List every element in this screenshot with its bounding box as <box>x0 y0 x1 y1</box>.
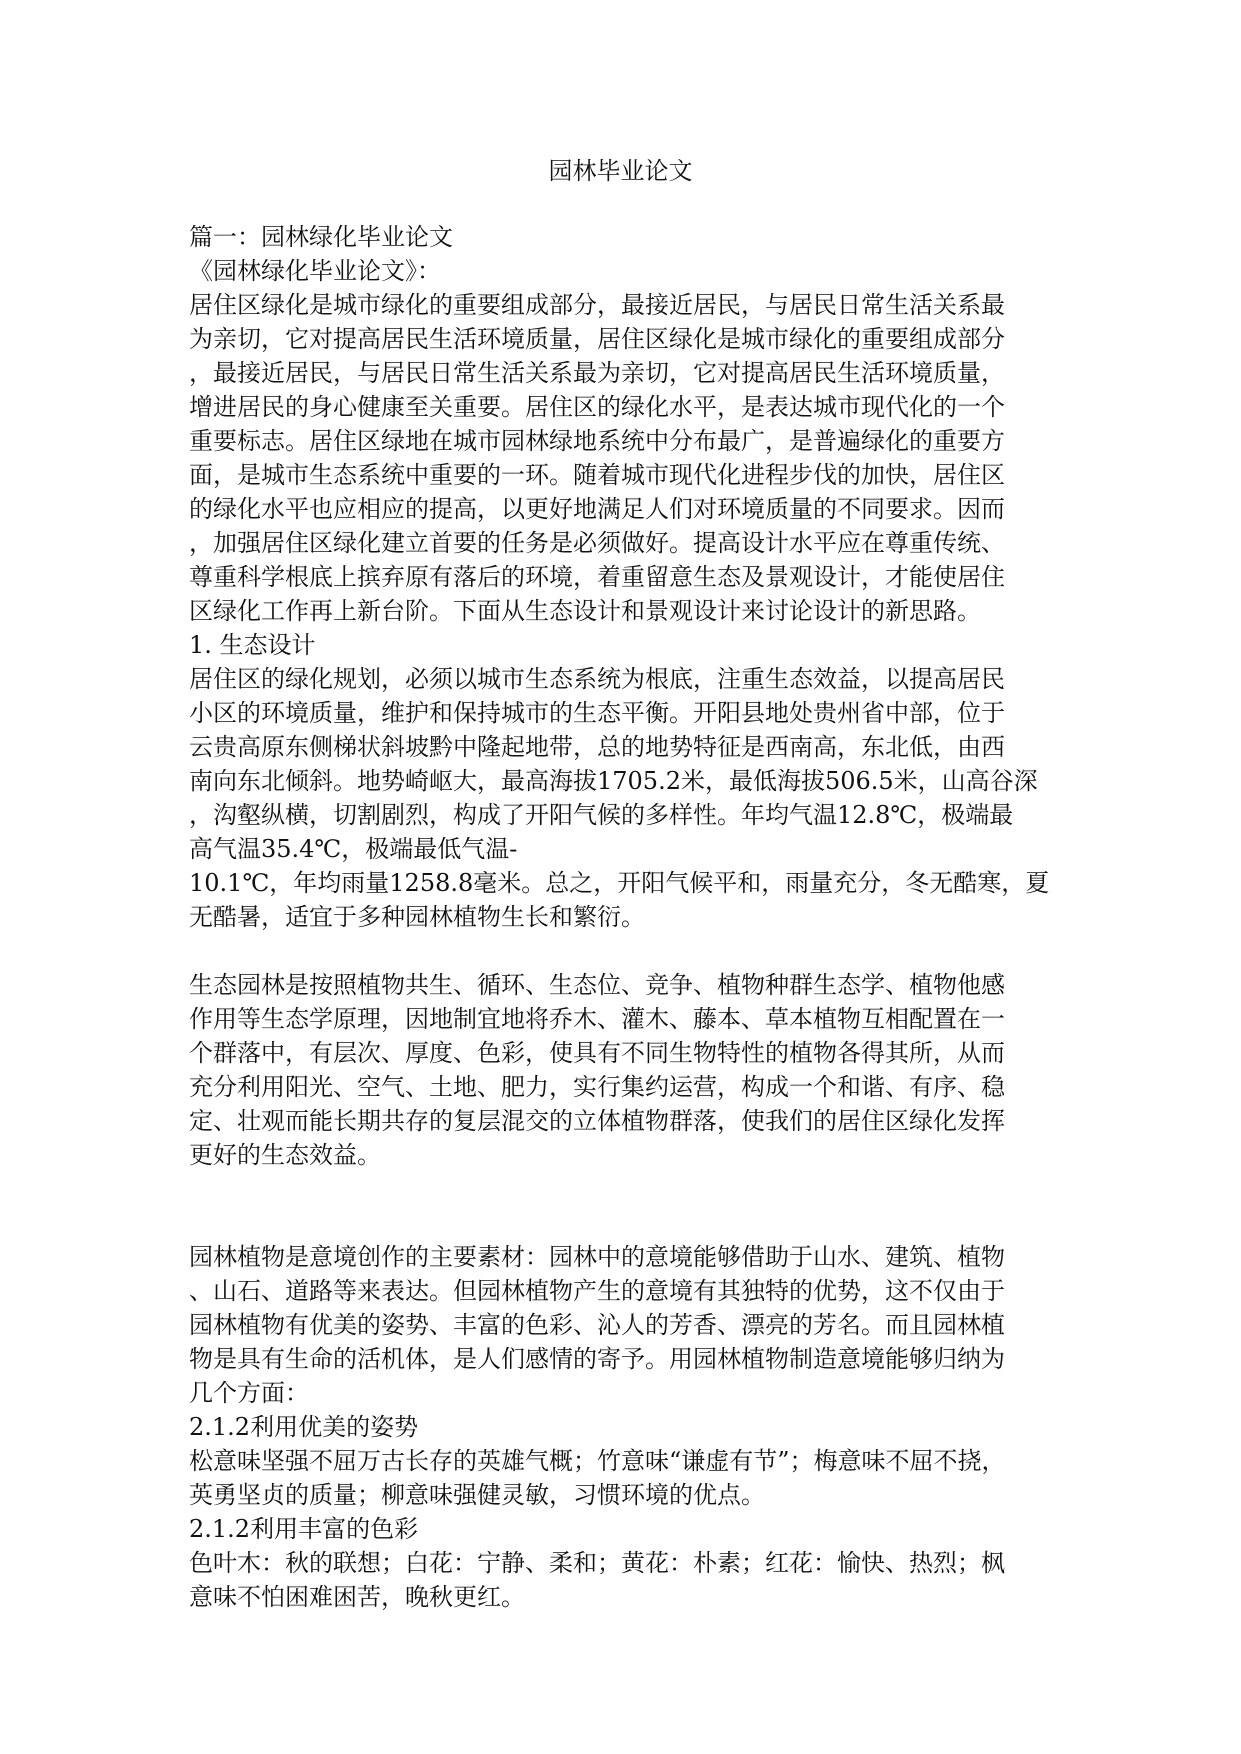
subsection-heading: 1. 生态设计 <box>189 631 316 659</box>
text-line: 南向东北倾斜。地势崎岖大，最高海拔1705.2米，最低海拔506.5米，山高谷深 <box>189 767 1038 795</box>
text-line: 生态园林是按照植物共生、循环、生态位、竞争、植物种群生态学、植物他感 <box>189 971 1005 999</box>
document-title: 园林毕业论文 <box>548 157 693 185</box>
text-line: 重要标志。居住区绿地在城市园林绿地系统中分布最广，是普遍绿化的重要方 <box>189 427 1005 455</box>
text-line: 面，是城市生态系统中重要的一环。随着城市现代化进程步伐的加快，居住区 <box>189 461 1005 489</box>
text-line: 个群落中，有层次、厚度、色彩，使具有不同生物特性的植物各得其所，从而 <box>189 1039 1005 1067</box>
text-line: ，最接近居民，与居民日常生活关系最为亲切，它对提高居民生活环境质量， <box>189 359 1005 387</box>
text-line: 更好的生态效益。 <box>189 1141 381 1169</box>
text-line: 定、壮观而能长期共存的复层混交的立体植物群落，使我们的居住区绿化发挥 <box>189 1107 1005 1135</box>
text-line: 区绿化工作再上新台阶。下面从生态设计和景观设计来讨论设计的新思路。 <box>189 597 981 625</box>
text-line: 小区的环境质量，维护和保持城市的生态平衡。开阳县地处贵州省中部，位于 <box>189 699 1005 727</box>
text-line: 尊重科学根底上摈弃原有落后的环境，着重留意生态及景观设计，才能使居住 <box>189 563 1005 591</box>
text-line: 色叶木：秋的联想；白花：宁静、柔和；黄花：朴素；红花：愉快、热烈；枫 <box>189 1549 1005 1577</box>
text-line: 松意味坚强不屈万古长存的英雄气概；竹意味“谦虚有节”；梅意味不屈不挠， <box>189 1447 1006 1475</box>
text-line: 居住区绿化是城市绿化的重要组成部分，最接近居民，与居民日常生活关系最 <box>189 291 1005 319</box>
text-line: 作用等生态学原理，因地制宜地将乔木、灌木、藤本、草本植物互相配置在一 <box>189 1005 1005 1033</box>
text-line: 为亲切，它对提高居民生活环境质量，居住区绿化是城市绿化的重要组成部分 <box>189 325 1005 353</box>
paragraph-gap <box>189 934 1059 968</box>
text-line: 的绿化水平也应相应的提高，以更好地满足人们对环境质量的不同要求。因而 <box>189 495 1005 523</box>
subsection-heading: 2.1.2利用丰富的色彩 <box>189 1515 419 1543</box>
text-line: 物是具有生命的活机体，是人们感情的寄予。用园林植物制造意境能够归纳为 <box>189 1345 1005 1373</box>
paragraph-gap <box>189 1172 1059 1240</box>
text-line: 充分利用阳光、空气、土地、肥力，实行集约运营，构成一个和谐、有序、稳 <box>189 1073 1005 1101</box>
text-line: 高气温35.4℃，极端最低气温- <box>189 835 518 863</box>
document-body <box>189 220 1059 1614</box>
text-line: 10.1℃，年均雨量1258.8毫米。总之，开阳气候平和，雨量充分，冬无酷寒，夏 <box>189 869 1050 897</box>
paper-title-line: 《园林绿化毕业论文》： <box>189 257 441 285</box>
text-line: 增进居民的身心健康至关重要。居住区的绿化水平，是表达城市现代化的一个 <box>189 393 1005 421</box>
text-line: 居住区的绿化规划，必须以城市生态系统为根底，注重生态效益，以提高居民 <box>189 665 1005 693</box>
text-line: 无酷暑，适宜于多种园林植物生长和繁衍。 <box>189 903 645 931</box>
section-heading: 篇一：园林绿化毕业论文 <box>189 223 453 251</box>
text-line: 、山石、道路等来表达。但园林植物产生的意境有其独特的优势，这不仅由于 <box>189 1277 1005 1305</box>
text-line: ，加强居住区绿化建立首要的任务是必须做好。提高设计水平应在尊重传统、 <box>189 529 1005 557</box>
text-line: 几个方面： <box>189 1379 309 1407</box>
text-line: 云贵高原东侧梯状斜坡黔中隆起地带，总的地势特征是西南高，东北低，由西 <box>189 733 1005 761</box>
text-line: 意味不怕困难困苦，晚秋更红。 <box>189 1583 525 1611</box>
text-line: ，沟壑纵横，切割剧烈，构成了开阳气候的多样性。年均气温12.8℃，极端最 <box>189 801 1014 829</box>
subsection-heading: 2.1.2利用优美的姿势 <box>189 1413 419 1441</box>
text-line: 园林植物是意境创作的主要素材：园林中的意境能够借助于山水、建筑、植物 <box>189 1243 1005 1271</box>
text-line: 英勇坚贞的质量；柳意味强健灵敏，习惯环境的优点。 <box>189 1481 765 1509</box>
text-line: 园林植物有优美的姿势、丰富的色彩、沁人的芳香、漂亮的芳名。而且园林植 <box>189 1311 1005 1339</box>
